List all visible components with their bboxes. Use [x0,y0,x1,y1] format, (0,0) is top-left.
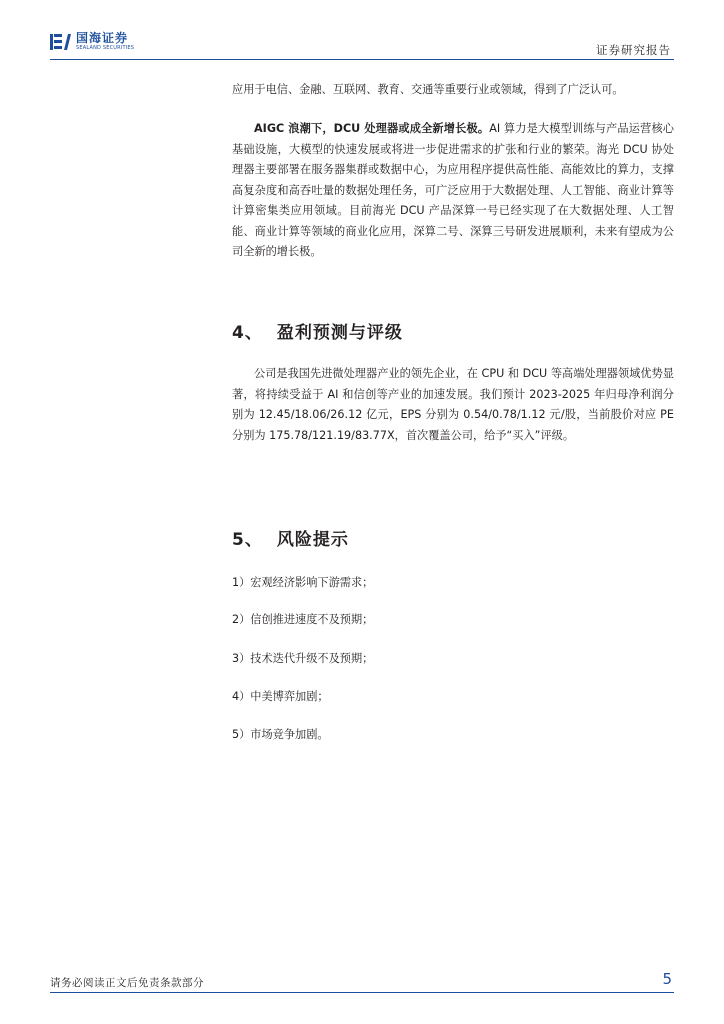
section-4-paragraph: 公司是我国先进微处理器产业的领先企业，在 CPU 和 DCU 等高端处理器领域优势显著，将持续受益于 AI 和信创等产业的加速发展。我们预计 2023-2025 年归母净利润分别为 12.45/18.06/26.12 亿元，EPS 分别为 0.54/0.78/1.12 元/股，当前股价对应 PE 分别为 175.78/121.19/83.77X，首次覆盖公司，给予“买入”评级。 [232,367,674,442]
intro-paragraph-tail: 应用于电信、金融、互联网、教育、交通等重要行业或领域，得到了广泛认可。 [232,83,624,96]
risk-item: 3）技术迭代升级不及预期； [232,652,374,665]
page-number: 5 [662,970,672,988]
risk-item: 2）信创推进速度不及预期； [232,613,374,626]
section-5-heading [232,525,349,550]
section-4-heading [232,318,403,343]
section-5-title: 风险提示 [276,530,349,550]
page-header [0,0,724,62]
section-5-number: 5、 [232,530,263,550]
logo-english-name: SEALAND SECURITIES [76,45,135,51]
risk-item: 4）中美博弈加剧； [232,690,329,703]
aigc-lead-sentence: AIGC 浪潮下，DCU 处理器或成全新增长极。 [254,122,490,135]
footer-disclaimer: 请务必阅读正文后免责条款部分 [50,977,204,989]
aigc-paragraph [232,119,674,263]
footer-divider [50,992,674,993]
header-divider [50,59,674,60]
risk-item: 1）宏观经济影响下游需求； [232,576,374,589]
logo-chinese-name: 国海证券 [76,31,129,45]
sealand-logo-icon [50,33,72,51]
risk-item: 5）市场竞争加剧。 [232,728,329,741]
aigc-body-text: AI 算力是大模型训练与产品运营核心基础设施，大模型的快速发展或将进一步促进需求的扩张和行业的繁荣。海光 DCU 协处理器主要部署在服务器集群或数据中心，为应用程序提供高性能、高能效比的算力，支撑高复杂度和高吞吐量的数据处理任务，可广泛应用于大数据处理、人工智能、商业计算等计算密集类应用领域。目前海光 DCU 产品深算一号已经实现了在大数据处理、人工智能、商业计算等领域的商业化应用，深算二号、深算三号研发进展顺利，未来有望成为公司全新的增长极。 [232,122,674,258]
section-4-title: 盈利预测与评级 [276,323,403,343]
company-logo [50,32,134,51]
section-4-number: 4、 [232,323,263,343]
report-type-label: 证券研究报告 [596,43,671,57]
